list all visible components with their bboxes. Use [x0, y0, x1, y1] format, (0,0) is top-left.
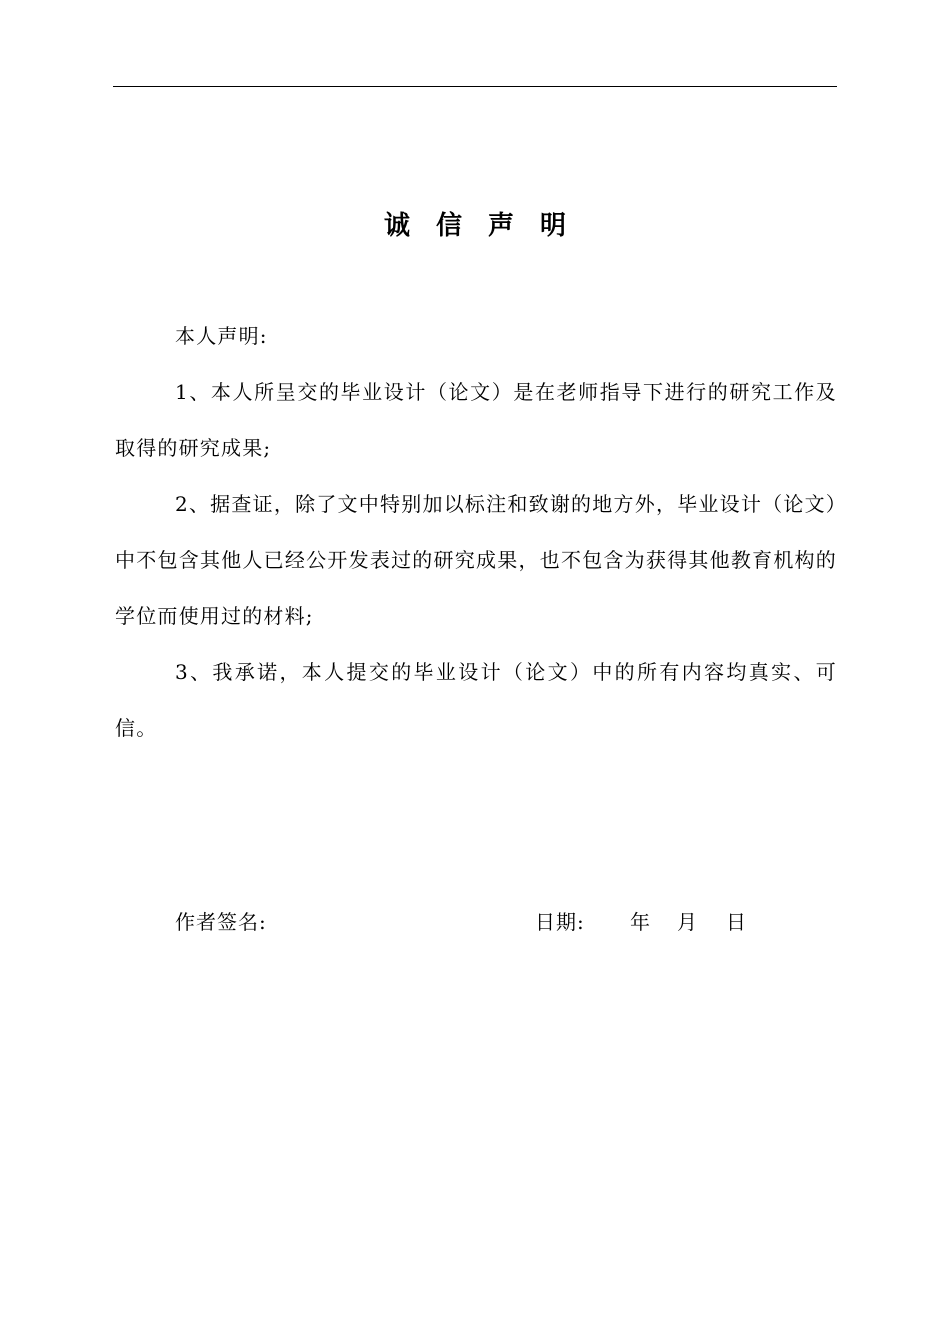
page-title: 诚信声明 [383, 211, 592, 241]
date-year-label: 年 [630, 910, 650, 934]
header-rule [113, 86, 837, 87]
declaration-item-2: 2、据查证，除了文中特别加以标注和致谢的地方外，毕业设计（论文）中不包含其他人已经公开发表过的研究成果，也不包含为获得其他教育机构的学位而使用过的材料; [115, 492, 837, 628]
declaration-item-1: 1、本人所呈交的毕业设计（论文）是在老师指导下进行的研究工作及取得的研究成果; [115, 380, 837, 460]
date-label: 日期: [535, 910, 585, 934]
declaration-intro: 本人声明: [175, 324, 268, 348]
signature-row [175, 900, 837, 944]
declaration-body [115, 308, 837, 756]
declaration-item-3: 3、我承诺，本人提交的毕业设计（论文）中的所有内容均真实、可信。 [115, 660, 837, 740]
date-day-label: 日 [726, 910, 746, 934]
date-month-label: 月 [677, 910, 697, 934]
author-signature-label: 作者签名: [175, 910, 267, 934]
